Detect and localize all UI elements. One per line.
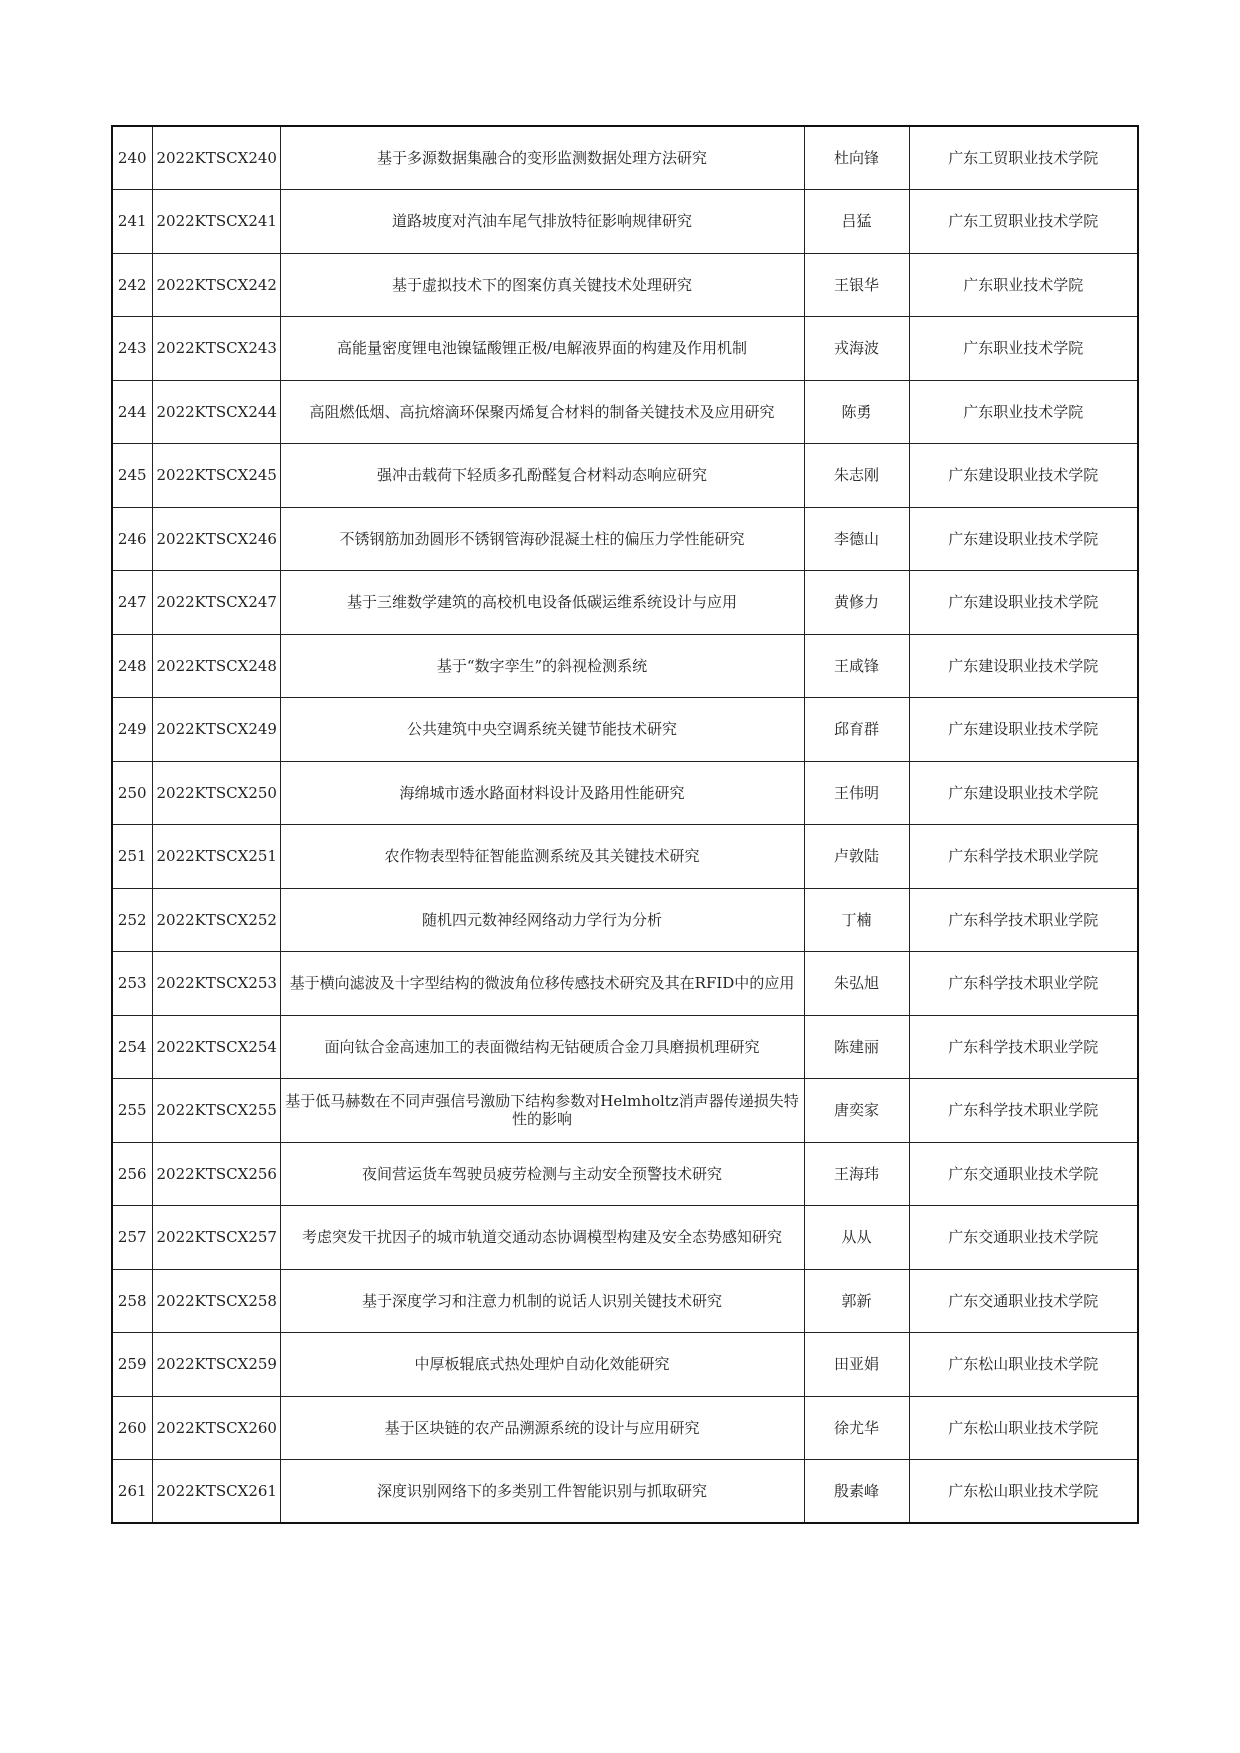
row-number: 243 xyxy=(112,317,152,381)
project-code: 2022KTSCX255 xyxy=(152,1079,280,1143)
project-title: 不锈钢筋加劲圆形不锈钢管海砂混凝土柱的偏压力学性能研究 xyxy=(280,507,804,571)
project-leader: 王银华 xyxy=(804,253,909,317)
table-row xyxy=(112,1079,1138,1143)
table-row xyxy=(112,126,1138,190)
table-row xyxy=(112,1206,1138,1270)
row-number: 252 xyxy=(112,888,152,952)
institution-name: 广东松山职业技术学院 xyxy=(909,1396,1138,1460)
table-row xyxy=(112,825,1138,889)
project-title: 基于多源数据集融合的变形监测数据处理方法研究 xyxy=(280,126,804,190)
table-row xyxy=(112,1015,1138,1079)
project-title: 中厚板辊底式热处理炉自动化效能研究 xyxy=(280,1333,804,1397)
row-number: 246 xyxy=(112,507,152,571)
institution-name: 广东建设职业技术学院 xyxy=(909,571,1138,635)
row-number: 247 xyxy=(112,571,152,635)
table-row xyxy=(112,317,1138,381)
table-row xyxy=(112,761,1138,825)
table-row xyxy=(112,888,1138,952)
project-leader: 王海玮 xyxy=(804,1142,909,1206)
project-title: 面向钛合金高速加工的表面微结构无钴硬质合金刀具磨损机理研究 xyxy=(280,1015,804,1079)
row-number: 245 xyxy=(112,444,152,508)
project-leader: 陈勇 xyxy=(804,380,909,444)
row-number: 242 xyxy=(112,253,152,317)
institution-name: 广东松山职业技术学院 xyxy=(909,1333,1138,1397)
row-number: 260 xyxy=(112,1396,152,1460)
project-title: 基于虚拟技术下的图案仿真关键技术处理研究 xyxy=(280,253,804,317)
project-title: 基于区块链的农产品溯源系统的设计与应用研究 xyxy=(280,1396,804,1460)
project-code: 2022KTSCX256 xyxy=(152,1142,280,1206)
project-code: 2022KTSCX260 xyxy=(152,1396,280,1460)
project-code: 2022KTSCX259 xyxy=(152,1333,280,1397)
project-code: 2022KTSCX250 xyxy=(152,761,280,825)
project-leader: 丁楠 xyxy=(804,888,909,952)
project-leader: 吕猛 xyxy=(804,190,909,254)
row-number: 257 xyxy=(112,1206,152,1270)
table-row xyxy=(112,444,1138,508)
project-title: 基于横向滤波及十字型结构的微波角位移传感技术研究及其在RFID中的应用 xyxy=(280,952,804,1016)
project-leader: 戎海波 xyxy=(804,317,909,381)
project-leader: 殷素峰 xyxy=(804,1460,909,1524)
row-number: 256 xyxy=(112,1142,152,1206)
institution-name: 广东职业技术学院 xyxy=(909,317,1138,381)
project-title: 公共建筑中央空调系统关键节能技术研究 xyxy=(280,698,804,762)
row-number: 240 xyxy=(112,126,152,190)
project-title: 基于“数字孪生”的斜视检测系统 xyxy=(280,634,804,698)
project-title: 强冲击载荷下轻质多孔酚醛复合材料动态响应研究 xyxy=(280,444,804,508)
project-code: 2022KTSCX247 xyxy=(152,571,280,635)
project-leader: 朱弘旭 xyxy=(804,952,909,1016)
table-row xyxy=(112,1396,1138,1460)
project-code: 2022KTSCX257 xyxy=(152,1206,280,1270)
project-code: 2022KTSCX240 xyxy=(152,126,280,190)
table-row xyxy=(112,1142,1138,1206)
row-number: 261 xyxy=(112,1460,152,1524)
table-row xyxy=(112,1269,1138,1333)
project-leader: 杜向锋 xyxy=(804,126,909,190)
project-leader: 卢敦陆 xyxy=(804,825,909,889)
institution-name: 广东工贸职业技术学院 xyxy=(909,126,1138,190)
table-row xyxy=(112,698,1138,762)
row-number: 251 xyxy=(112,825,152,889)
project-title: 随机四元数神经网络动力学行为分析 xyxy=(280,888,804,952)
institution-name: 广东职业技术学院 xyxy=(909,380,1138,444)
table-row xyxy=(112,634,1138,698)
project-title: 基于深度学习和注意力机制的说话人识别关键技术研究 xyxy=(280,1269,804,1333)
institution-name: 广东职业技术学院 xyxy=(909,253,1138,317)
row-number: 241 xyxy=(112,190,152,254)
project-leader: 王伟明 xyxy=(804,761,909,825)
institution-name: 广东科学技术职业学院 xyxy=(909,952,1138,1016)
project-code: 2022KTSCX242 xyxy=(152,253,280,317)
institution-name: 广东科学技术职业学院 xyxy=(909,825,1138,889)
project-code: 2022KTSCX241 xyxy=(152,190,280,254)
table-row xyxy=(112,571,1138,635)
institution-name: 广东科学技术职业学院 xyxy=(909,1079,1138,1143)
project-title: 基于三维数学建筑的高校机电设备低碳运维系统设计与应用 xyxy=(280,571,804,635)
institution-name: 广东建设职业技术学院 xyxy=(909,698,1138,762)
project-leader: 从从 xyxy=(804,1206,909,1270)
row-number: 258 xyxy=(112,1269,152,1333)
project-leader: 田亚娟 xyxy=(804,1333,909,1397)
project-leader: 黄修力 xyxy=(804,571,909,635)
project-code: 2022KTSCX243 xyxy=(152,317,280,381)
table-row xyxy=(112,1460,1138,1524)
project-code: 2022KTSCX251 xyxy=(152,825,280,889)
project-title: 海绵城市透水路面材料设计及路用性能研究 xyxy=(280,761,804,825)
institution-name: 广东交通职业技术学院 xyxy=(909,1269,1138,1333)
project-leader: 徐尤华 xyxy=(804,1396,909,1460)
project-code: 2022KTSCX246 xyxy=(152,507,280,571)
institution-name: 广东建设职业技术学院 xyxy=(909,761,1138,825)
project-leader: 郭新 xyxy=(804,1269,909,1333)
table-row xyxy=(112,190,1138,254)
project-leader: 朱志刚 xyxy=(804,444,909,508)
project-code: 2022KTSCX248 xyxy=(152,634,280,698)
table-row xyxy=(112,952,1138,1016)
project-list-table xyxy=(111,125,1139,1524)
project-code: 2022KTSCX249 xyxy=(152,698,280,762)
row-number: 249 xyxy=(112,698,152,762)
table-row xyxy=(112,507,1138,571)
row-number: 259 xyxy=(112,1333,152,1397)
row-number: 248 xyxy=(112,634,152,698)
row-number: 254 xyxy=(112,1015,152,1079)
project-leader: 李德山 xyxy=(804,507,909,571)
project-leader: 陈建丽 xyxy=(804,1015,909,1079)
project-code: 2022KTSCX245 xyxy=(152,444,280,508)
institution-name: 广东交通职业技术学院 xyxy=(909,1206,1138,1270)
table-body xyxy=(112,126,1138,1523)
project-leader: 唐奕家 xyxy=(804,1079,909,1143)
project-title: 高能量密度锂电池镍锰酸锂正极/电解液界面的构建及作用机制 xyxy=(280,317,804,381)
table-row xyxy=(112,253,1138,317)
project-title: 高阻燃低烟、高抗熔滴环保聚丙烯复合材料的制备关键技术及应用研究 xyxy=(280,380,804,444)
row-number: 255 xyxy=(112,1079,152,1143)
project-title: 基于低马赫数在不同声强信号激励下结构参数对Helmholtz消声器传递损失特性的影响 xyxy=(280,1079,804,1143)
institution-name: 广东科学技术职业学院 xyxy=(909,1015,1138,1079)
institution-name: 广东建设职业技术学院 xyxy=(909,634,1138,698)
row-number: 253 xyxy=(112,952,152,1016)
institution-name: 广东工贸职业技术学院 xyxy=(909,190,1138,254)
project-title: 道路坡度对汽油车尾气排放特征影响规律研究 xyxy=(280,190,804,254)
project-title: 农作物表型特征智能监测系统及其关键技术研究 xyxy=(280,825,804,889)
row-number: 244 xyxy=(112,380,152,444)
project-code: 2022KTSCX244 xyxy=(152,380,280,444)
project-code: 2022KTSCX253 xyxy=(152,952,280,1016)
institution-name: 广东建设职业技术学院 xyxy=(909,507,1138,571)
project-code: 2022KTSCX254 xyxy=(152,1015,280,1079)
institution-name: 广东建设职业技术学院 xyxy=(909,444,1138,508)
project-code: 2022KTSCX258 xyxy=(152,1269,280,1333)
row-number: 250 xyxy=(112,761,152,825)
project-leader: 王咸锋 xyxy=(804,634,909,698)
institution-name: 广东交通职业技术学院 xyxy=(909,1142,1138,1206)
project-code: 2022KTSCX252 xyxy=(152,888,280,952)
project-code: 2022KTSCX261 xyxy=(152,1460,280,1524)
project-leader: 邱育群 xyxy=(804,698,909,762)
table-row xyxy=(112,1333,1138,1397)
project-title: 深度识别网络下的多类别工件智能识别与抓取研究 xyxy=(280,1460,804,1524)
institution-name: 广东松山职业技术学院 xyxy=(909,1460,1138,1524)
project-title: 考虑突发干扰因子的城市轨道交通动态协调模型构建及安全态势感知研究 xyxy=(280,1206,804,1270)
table-row xyxy=(112,380,1138,444)
institution-name: 广东科学技术职业学院 xyxy=(909,888,1138,952)
project-title: 夜间营运货车驾驶员疲劳检测与主动安全预警技术研究 xyxy=(280,1142,804,1206)
